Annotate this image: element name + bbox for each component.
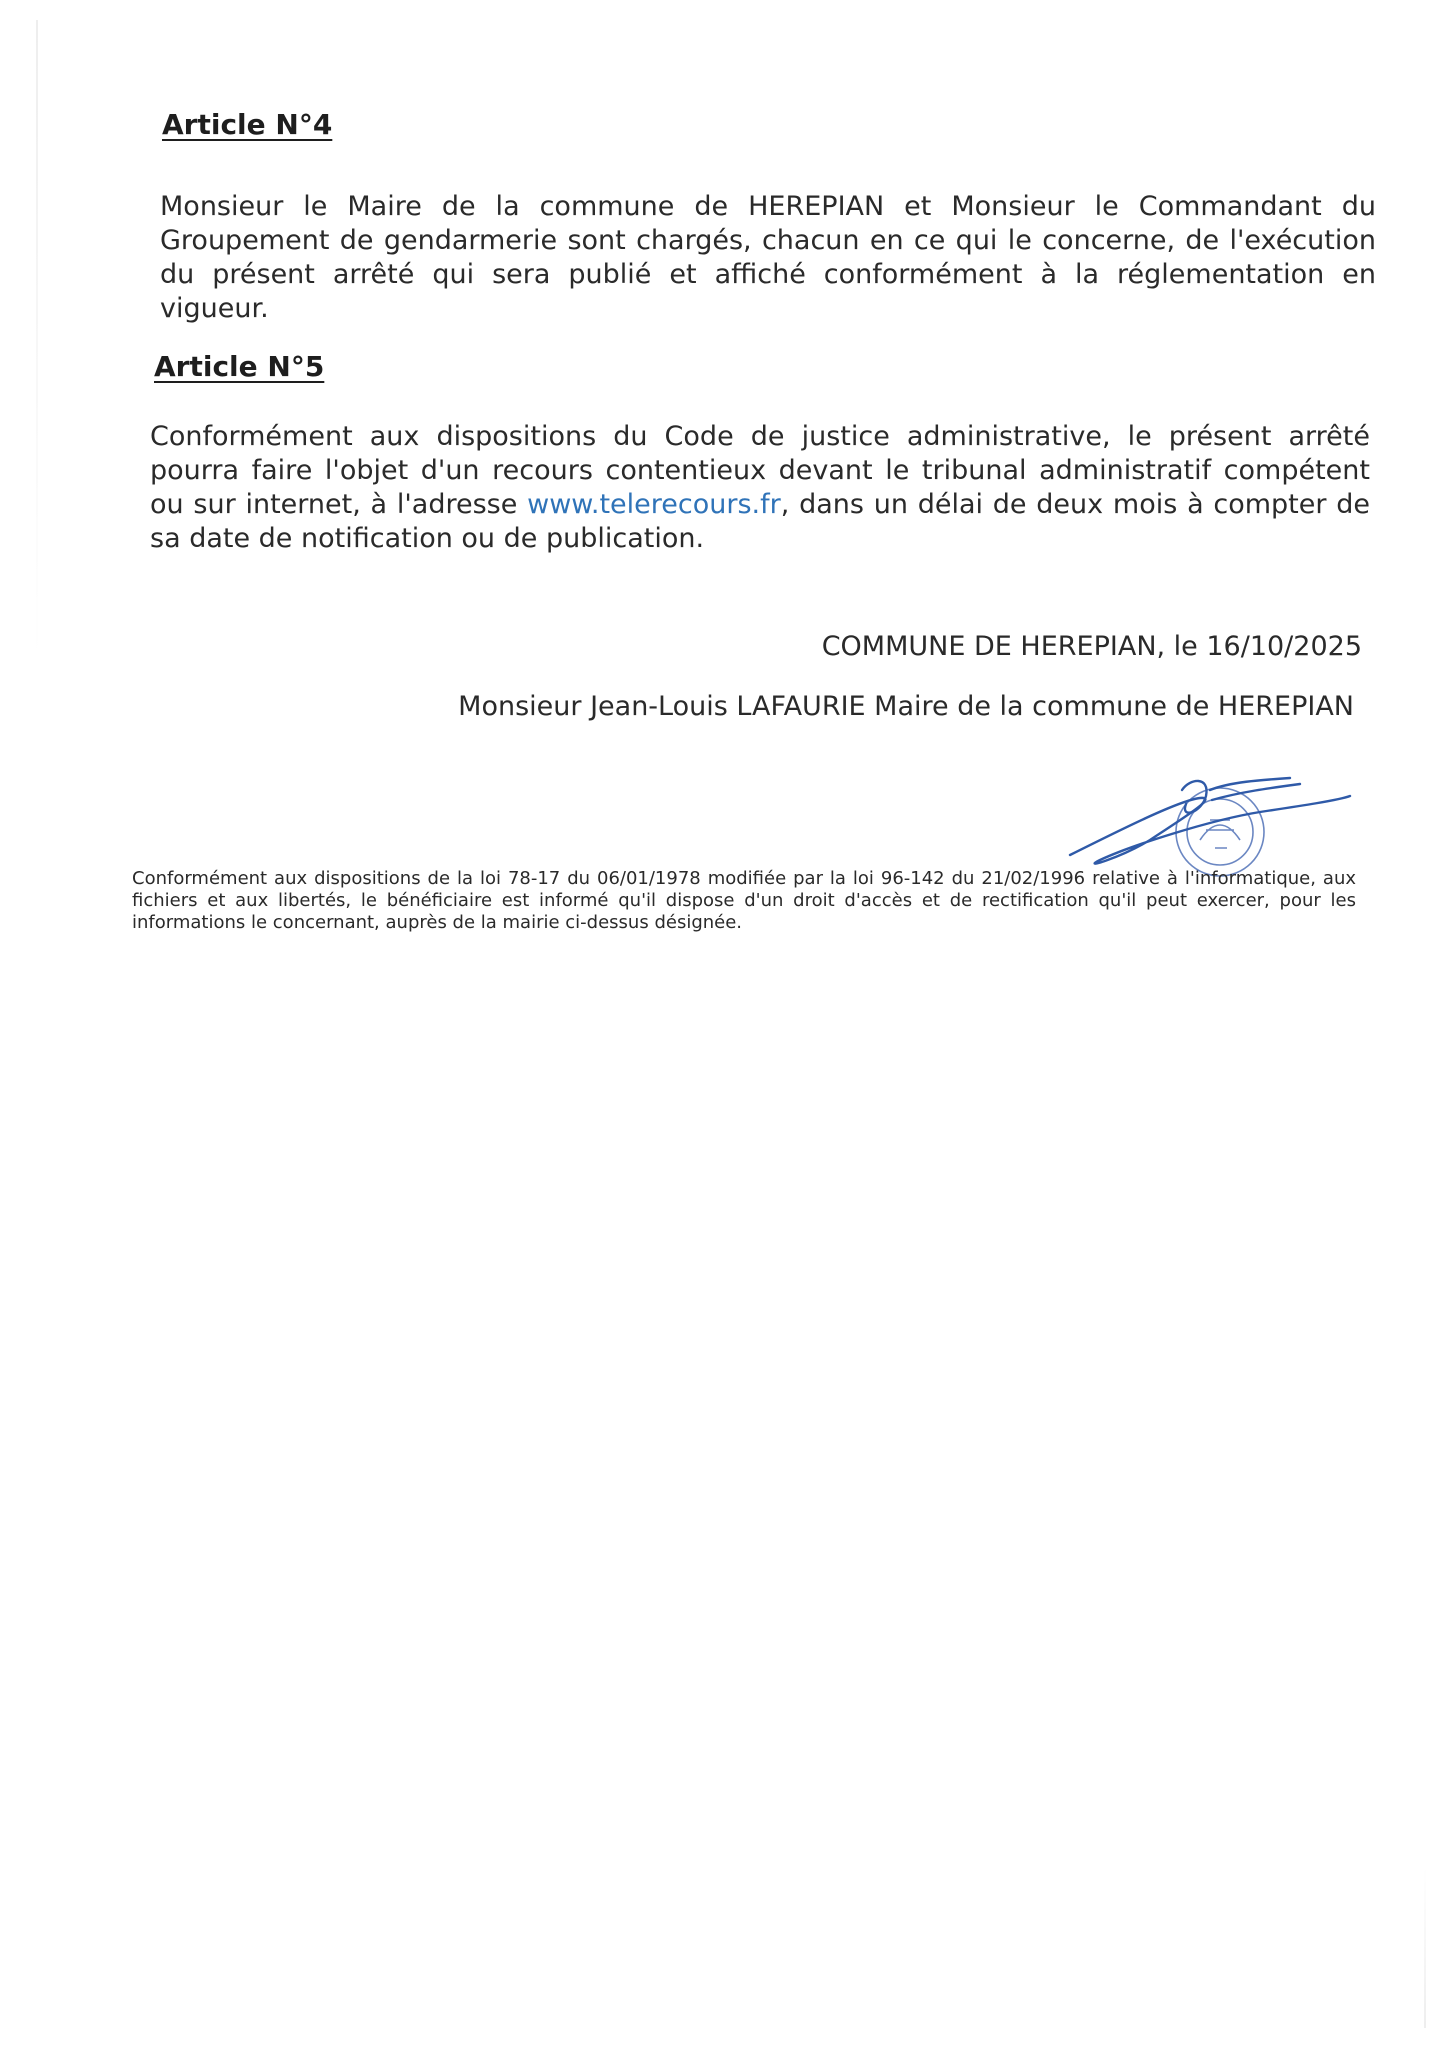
article-5-body — [150, 420, 1370, 556]
scan-edge-left — [36, 20, 38, 660]
telerecours-link[interactable]: www.telerecours.fr — [527, 489, 781, 520]
signatory-line: Monsieur Jean-Louis LAFAURIE Maire de la commune de HEREPIAN — [458, 691, 1354, 722]
handwritten-signature-icon — [1070, 778, 1350, 864]
article-5-body-text-end: , dans un délai de deux mois à compter de sa date de notification ou de publication. — [150, 489, 1371, 554]
place-and-date: COMMUNE DE HEREPIAN, le 16/10/2025 — [821, 631, 1362, 662]
scan-edge-right — [1424, 1868, 1426, 2028]
article-5-body-text: Conformément aux dispositions du Code de justice administrative, le présent arrêté pourra faire l'objet d'un recours contentieux devant le tribunal administratif compétent ou sur internet, à l'adresse — [150, 421, 1370, 520]
article-5-heading: Article N°5 — [154, 350, 325, 383]
data-protection-notice: Conformément aux dispositions de la loi 78-17 du 06/01/1978 modifiée par la loi 96-142 du 21/02/1996 relative à l'informatique, aux fichiers et aux libertés, le bénéficiaire est informé qu'il dispose d'un droit d'accès et de rectification qu'il peut exercer, pour les informations le concernant, auprès de la mairie ci-dessus désignée. — [132, 868, 1356, 933]
article-4-body: Monsieur le Maire de la commune de HEREPIAN et Monsieur le Commandant du Groupement de gendarmerie sont chargés, chacun en ce qui le concerne, de l'exécution du présent arrêté qui sera publié et affiché conformément à la réglementation en vigueur. — [160, 191, 1376, 324]
article-4-heading: Article N°4 — [162, 108, 333, 141]
